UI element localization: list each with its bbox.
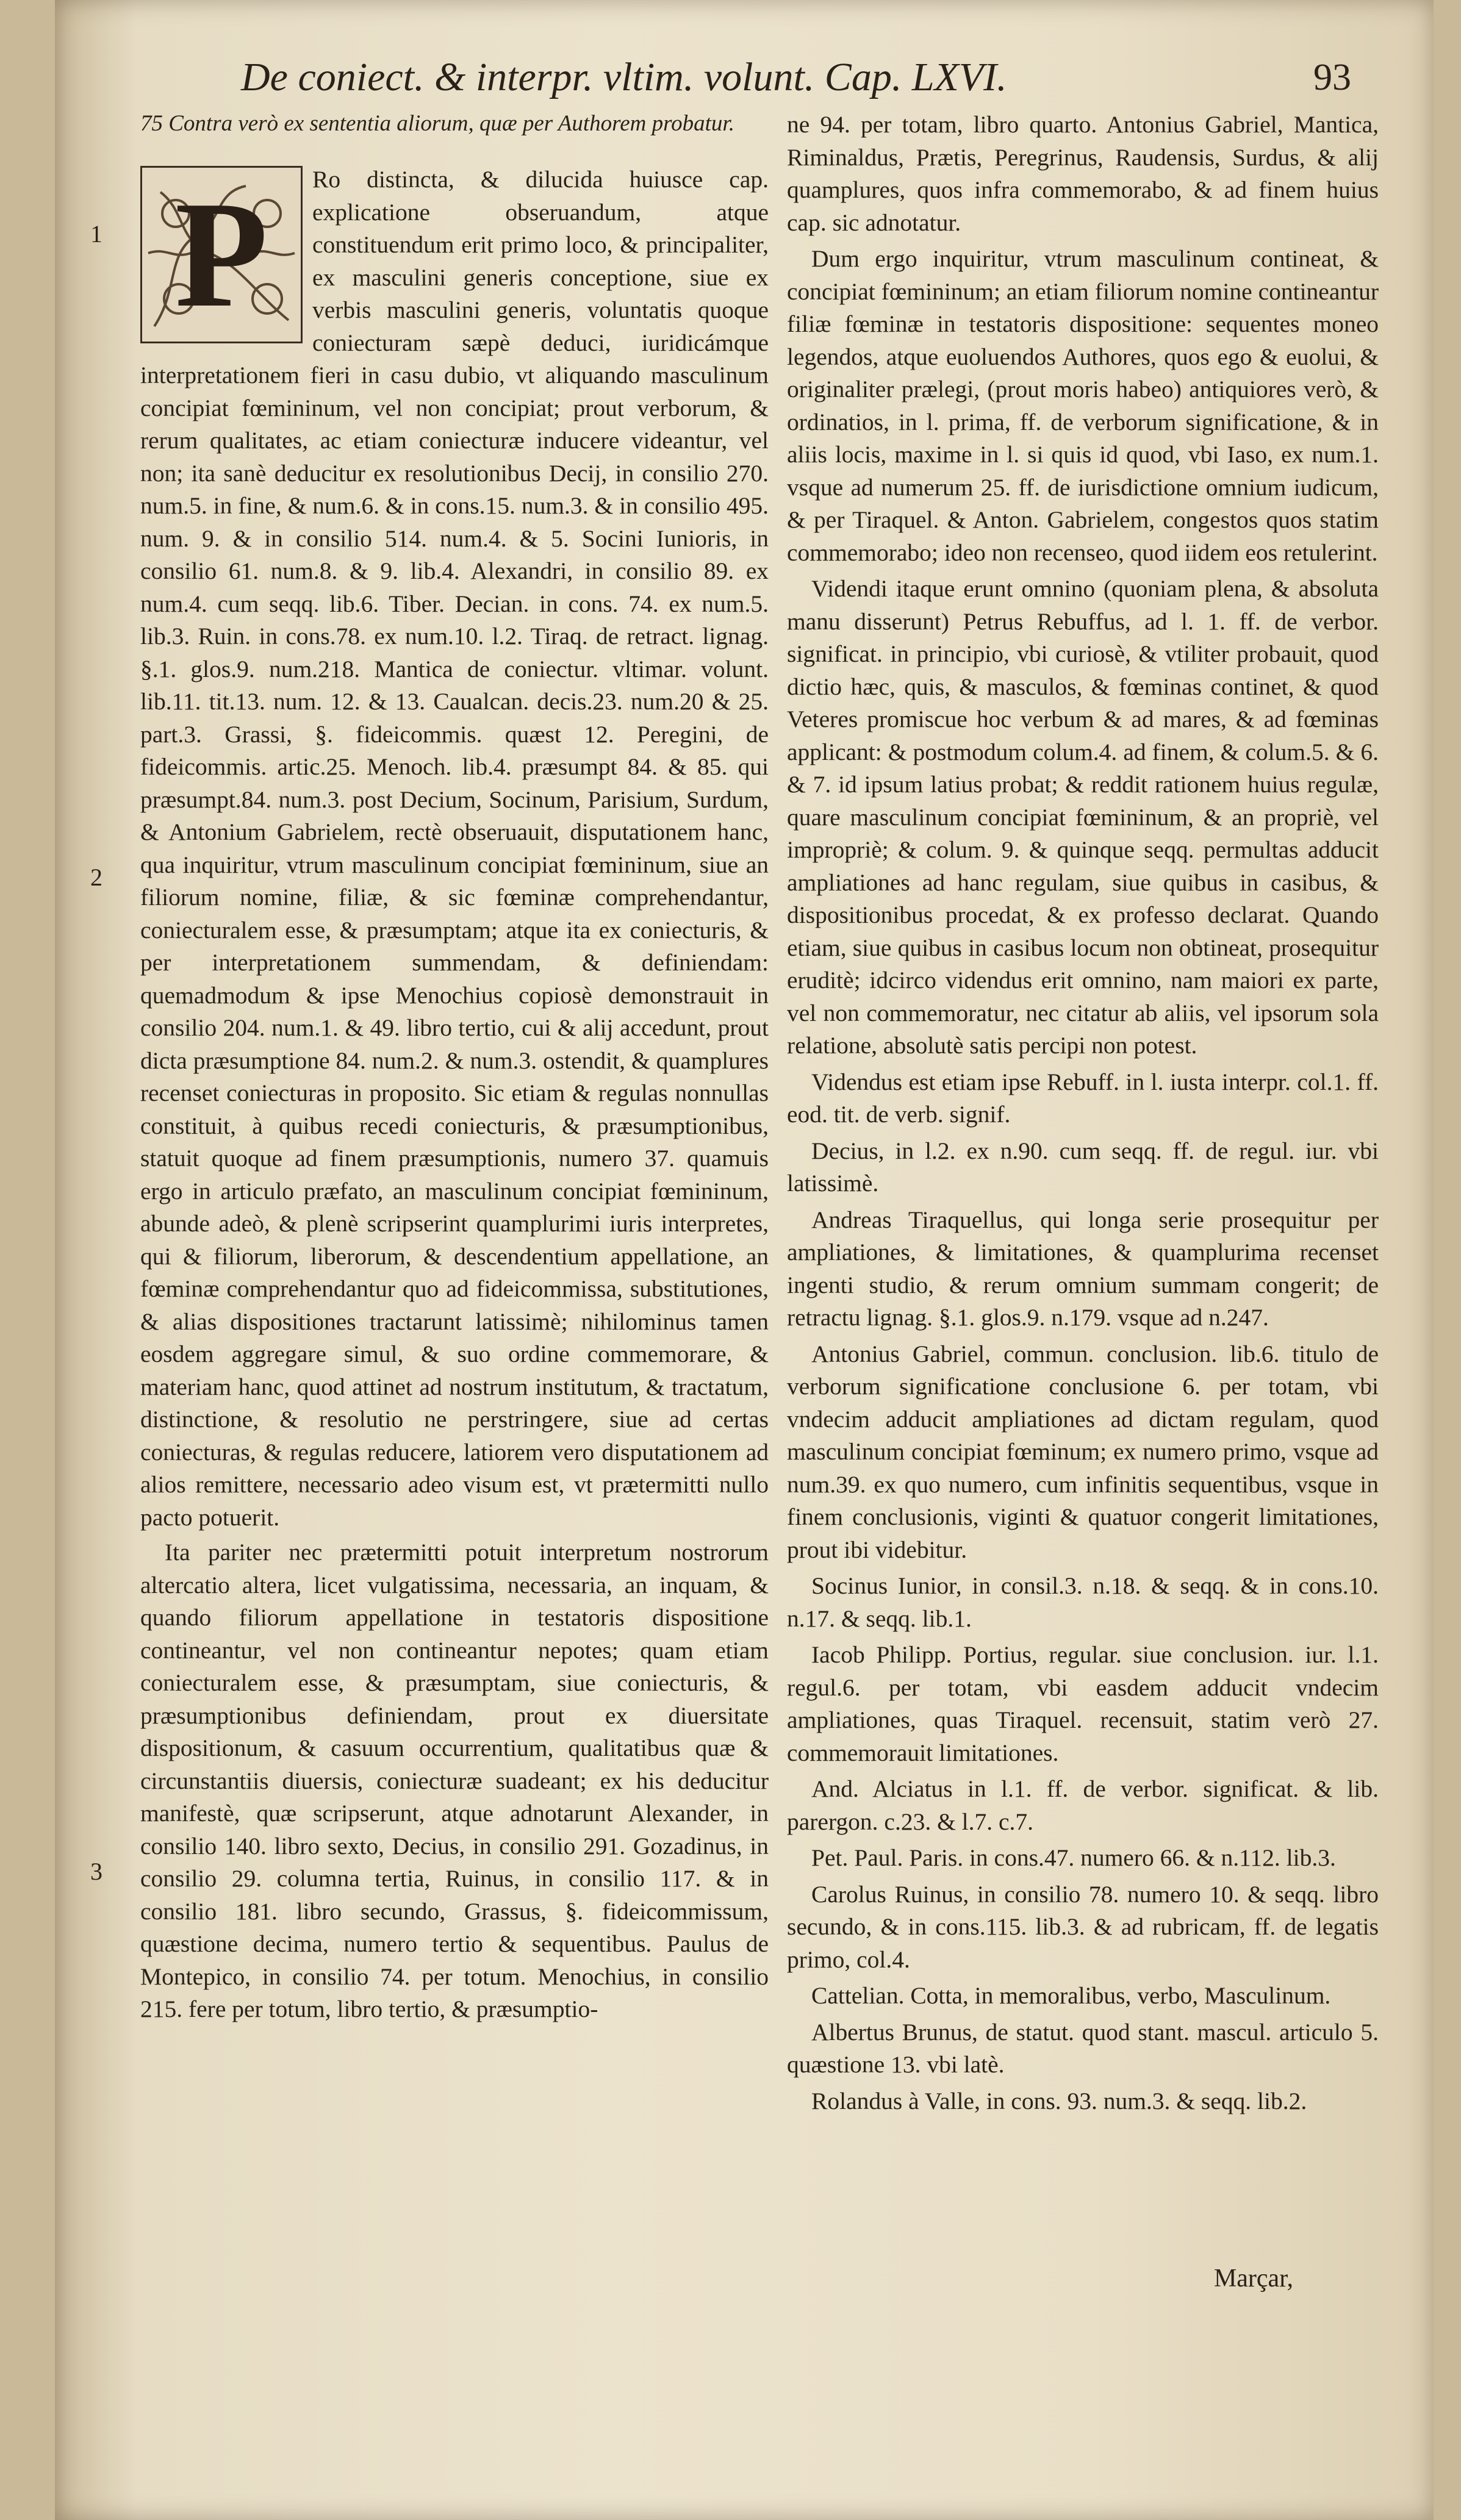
- citation-entry: Carolus Ruinus, in consilio 78. numero 10. & seqq. libro secundo, & in cons.115. lib.3. & ad rubricam, ff. de legatis primo, col.4.: [787, 1880, 1379, 1973]
- citation-entry: Iacob Philipp. Portius, regular. siue conclusion. iur. l.1. regul.6. per totam, vbi easdem adducit vndecim ampliationes, quas Tiraquel. recensuit, statim verò 27. commemorauit limitationes.: [787, 1641, 1379, 1766]
- running-header: [186, 44, 1351, 117]
- paragraph: [140, 163, 769, 1534]
- decorated-initial: [140, 166, 303, 343]
- citation-entry: Videndus est etiam ipse Rebuff. in l. iusta interpr. col.1. ff. eod. tit. de verb. signif.: [787, 1068, 1379, 1128]
- initial-letter: P: [174, 170, 268, 339]
- catchword: Marçar,: [1213, 2264, 1293, 2293]
- left-column: [140, 109, 769, 2028]
- paragraph-text: Ro distincta, & dilucida huiusce cap. explicatione obseruandum, atque constituendum erit primo loco, & principaliter, ex masculini generis conceptione, siue ex verbis masculini generis, voluntatis quoque coniecturam sæpè deduci, iuridicámque interpretationem fieri in casu dubio, vt aliquando masculinum concipiat fœmininum, vel non concipiat; prout verborum, & rerum qualitates, ac etiam coniecturæ inducere videantur, vel non; ita sanè deducitur ex resolutionibus Decij, in consilio 270. num.5. in fine, & num.6. & in cons.15. num.3. & in consilio 495. num. 9. & in consilio 514. num.4. & 5. Socini Iunioris, in consilio 61. num.8. & 9. lib.4. Alexandri, in consilio 89. ex num.4. cum seqq. lib.6. Tiber. Decian. in cons. 74. ex num.5. lib.3. Ruin. in cons.78. ex num.10. l.2. Tiraq. de retract. lignag. §.1. glos.9. num.218. Mantica de coniectur. vltimar. volunt. lib.11. tit.13. num. 12. & 13. Caualcan. decis.23. num.20 & 25. part.3. Grassi, §. fideicommis. quæst 12. Peregini, de fideicommis. artic.25. Menoch. lib.4. præsumpt 84. & 85. qui præsumpt.84. num.3. post Decium, Socinum, Parisium, Surdum, & Antonium Gabrielem, rectè obseruauit, disputationem hanc, qua inquiritur, vtrum masculinum concipiat fœmininum, siue an filiorum nomine, filiæ, & sic fœminæ comprehendantur, coniecturalem esse, & præsumptam; atque ita ex coniecturis, & per interpretationem summendam, & definiendam: quemadmodum & ipse Menochius copiosè demonstrauit in consilio 204. num.1. & 49. libro tertio, cui & alij accedunt, prout dicta præsumptione 84. num.2. & num.3. ostendit, & quamplures recenset coniecturas in proposito. Sic etiam & regulas nonnullas constituit, à quibus recedi coniecturis, & præsumptionibus, statuit quoque ad finem præsumptionis, numero 37. quamuis ergo in articulo præfato, an masculinum concipiat fœmininum, abunde adeò, & plenè scripserint quamplurimi iuris interpretes, qui & filiorum, liberorum, & descendentium appellatione, an fœminæ comprehendantur quo ad fideicommissa, substitutiones, & alias dispositiones tractarunt latissimè; nihilominus tamen eosdem aggregare simul, & suo ordine commemorare, & materiam hanc, quod attinet ad nostrum institutum, & tractatum, distinctione, & resolutio ne perstringere, siue ad certas coniecturas, & regulas reducere, latiorem vero disputationem ad alios remittere, necessario adeo visum est, vt prætermitti nullo pacto potuerit.: [140, 166, 769, 1531]
- paragraph: Ita pariter nec prætermitti potuit interpretum nostrorum altercatio altera, licet vulgatissima, necessaria, an inquam, & quando filiorum appellatione in testatoris dispositione contineantur, vel non contineantur nepotes; quam etiam coniecturalem esse, & præsumptam, siue coniecturis, & præsumptionibus definiendam, prout ex diuersitate dispositionum, & casuum occurrentium, qualitatibus quæ & circunstantiis diuersis, coniecturæ suadeant; ex his deducitur manifestè, quæ scripserunt, atque adnotarunt Alexander, in consilio 140. libro sexto, Decius, in consilio 291. Gozadinus, in consilio 29. columna tertia, Ruinus, in consilio 117. & in consilio 181. libro secundo, Grassus, §. fideicommissum, quæstione decima, numero tertio & sequentibus. Paulus de Montepico, in consilio 74. per totum. Menochius, in consilio 215. fere per totum, libro tertio, & præsumptio-: [140, 1539, 769, 2022]
- right-column: [787, 109, 1379, 2121]
- page-number: 93: [1313, 57, 1351, 98]
- paragraph: Videndi itaque erunt omnino (quoniam plena, & absoluta manu disserunt) Petrus Rebuffus, ad l. 1. ff. de verbor. significat. in principio, vbi curiosè, & vtiliter probauit, quod dictio hæc, quis, & masculos, & fœminas continet, & quod Veteres promiscue hoc verbum & ad mares, & ad fœminas applicant: & postmodum colum.4. ad finem, & colum.5. & 6. & 7. id ipsum latius probat; & reddit rationem huius regulæ, quare masculinum concipiat fœmininum, & an propriè, vel impropriè; & colum. 9. & quinque seqq. permultas adducit ampliationes ad hanc regulam, siue quibus in casibus, & dispositionibus procedat, & ex professo declarat. Quando etiam, siue quibus in casibus locum non obtineat, prosequitur eruditè; idcirco videndus erit omnino, nam maiori ex parte, vel non commemoratur, nec citatur ab aliis, vel ipsorum sola relatione, absolutè satis percipi non potest.: [787, 575, 1379, 1059]
- book-page: [55, 0, 1434, 2520]
- citation-entry: And. Alciatus in l.1. ff. de verbor. significat. & lib. parergon. c.23. & l.7. c.7.: [787, 1775, 1379, 1835]
- margin-number-2: 2: [90, 864, 102, 891]
- citation-entry: Socinus Iunior, in consil.3. n.18. & seqq. & in cons.10. n.17. & seqq. lib.1.: [787, 1572, 1379, 1632]
- paragraph: ne 94. per totam, libro quarto. Antonius Gabriel, Mantica, Riminaldus, Prætis, Peregrinus, Raudensis, Surdus, & alij quamplures, quos infra commemorabo, & ad finem huius cap. sic adnotatur.: [787, 111, 1379, 236]
- chapter-summary: 75 Contra verò ex sententia aliorum, quæ per Authorem probatur.: [140, 111, 734, 136]
- running-title: De coniect. & interpr. vltim. volunt. Cap. LXVI.: [241, 55, 1007, 99]
- citation-entry: Decius, in l.2. ex n.90. cum seqq. ff. de regul. iur. vbi latissimè.: [787, 1137, 1379, 1197]
- citation-entry: Antonius Gabriel, commun. conclusion. lib.6. titulo de verborum significatione conclusione 6. per totam, vbi vndecim adducit ampliationes ad dictam regulam, quod masculinum concipiat fœminum; ex numero primo, vsque ad num.39. ex quo numero, cum infinitis sequentibus, vsque in finem conclusionis, viginti & quatuor congerit limitationes, prout ibi videbitur.: [787, 1340, 1379, 1563]
- margin-number-3: 3: [90, 1858, 102, 1885]
- citation-entry: Rolandus à Valle, in cons. 93. num.3. & seqq. lib.2.: [811, 2087, 1307, 2114]
- citation-entry: Albertus Brunus, de statut. quod stant. mascul. articulo 5. quæstione 13. vbi latè.: [787, 2018, 1379, 2078]
- citation-entry: Andreas Tiraquellus, qui longa serie prosequitur per ampliationes, & limitationes, & quamplurima recenset ingenti studio, & rerum omnium summam congerit; de retractu lignag. §.1. glos.9. n.179. vsque ad n.247.: [787, 1206, 1379, 1331]
- paragraph: Dum ergo inquiritur, vtrum masculinum contineat, & concipiat fœmininum; an etiam filiorum nomine contineantur filiæ fœminæ in testatoris dispositione: sequentes moneo legendos, atque euoluendos Authores, quos ego & euolui, & originaliter prælegi, (prout moris habeo) antiquiores verò, & ordinatios, in l. prima, ff. de verborum significatione, & in aliis locis, maxime in l. si quis id quod, vbi Iaso, ex num.1. vsque ad numerum 25. ff. de iurisdictione omnium iudicum, & per Tiraquel. & Anton. Gabrielem, congestos quos statim commemorabo; ideo non recenseo, quod iidem eos retulerint.: [787, 245, 1379, 566]
- citation-entry: Pet. Paul. Paris. in cons.47. numero 66. & n.112. lib.3.: [811, 1844, 1336, 1871]
- citation-entry: Cattelian. Cotta, in memoralibus, verbo, Masculinum.: [811, 1982, 1331, 2009]
- margin-number-1: 1: [90, 220, 102, 248]
